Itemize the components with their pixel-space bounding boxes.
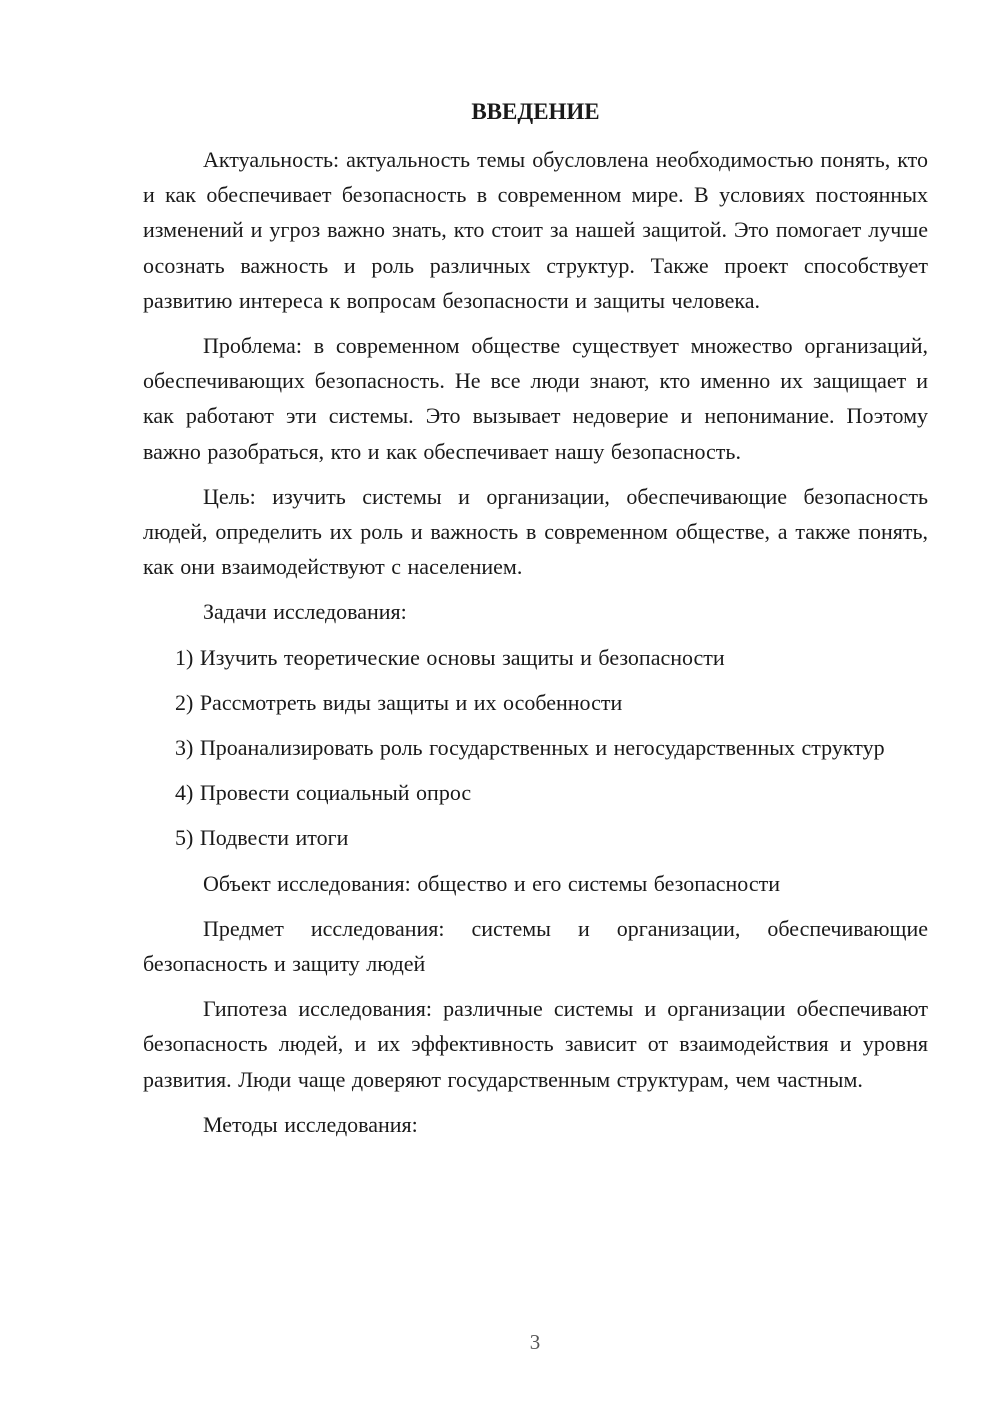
page-title-text: ВВЕДЕНИЕ — [471, 99, 600, 124]
hypothesis-paragraph: Гипотеза исследования: различные системы и организации обеспечивают безопасность людей, и их эффективность зависит от взаимодействия и уровня развития. Люди чаще доверяют государственным структурам, чем частным. — [143, 996, 928, 1092]
goal-paragraph: Цель: изучить системы и организации, обеспечивающие безопасность людей, определить их роль и важность в современном обществе, а также понять, как они взаимодействуют с населением. — [143, 483, 928, 580]
task-item: 1) Изучить теоретические основы защиты и безопасности — [175, 644, 725, 670]
subject-paragraph: Предмет исследования: системы и организации, обеспечивающие безопасность и защиту людей — [143, 915, 928, 977]
task-item: 2) Рассмотреть виды защиты и их особенности — [175, 689, 623, 715]
task-item: 3) Проанализировать роль государственных и негосударственных структур — [175, 735, 885, 761]
page-title — [143, 94, 928, 129]
object-paragraph: Объект исследования: общество и его системы безопасности — [203, 870, 781, 896]
page-content — [143, 94, 928, 1152]
methods-heading: Методы исследования: — [203, 1111, 418, 1137]
task-item: 4) Провести социальный опрос — [175, 780, 472, 806]
task-item: 5) Подвести итоги — [175, 825, 349, 851]
problem-paragraph: Проблема: в современном обществе существует множество организаций, обеспечивающих безопасность. Не все люди знают, кто именно их защищает и как работают эти системы. Это вызывает недоверие и непонимание. Поэтому важно разобраться, кто и как обеспечивает нашу безопасность. — [143, 333, 928, 464]
tasks-heading: Задачи исследования: — [203, 599, 407, 625]
relevance-paragraph: Актуальность: актуальность темы обусловлена необходимостью понять, кто и как обеспечивает безопасность в современном мире. В условиях постоянных изменений и угроз важно знать, кто стоит за нашей защитой. Это помогает лучше осознать важность и роль различных структур. Также проект способствует развитию интереса к вопросам безопасности и защиты человека. — [143, 147, 928, 313]
page-number: 3 — [529, 1330, 541, 1354]
